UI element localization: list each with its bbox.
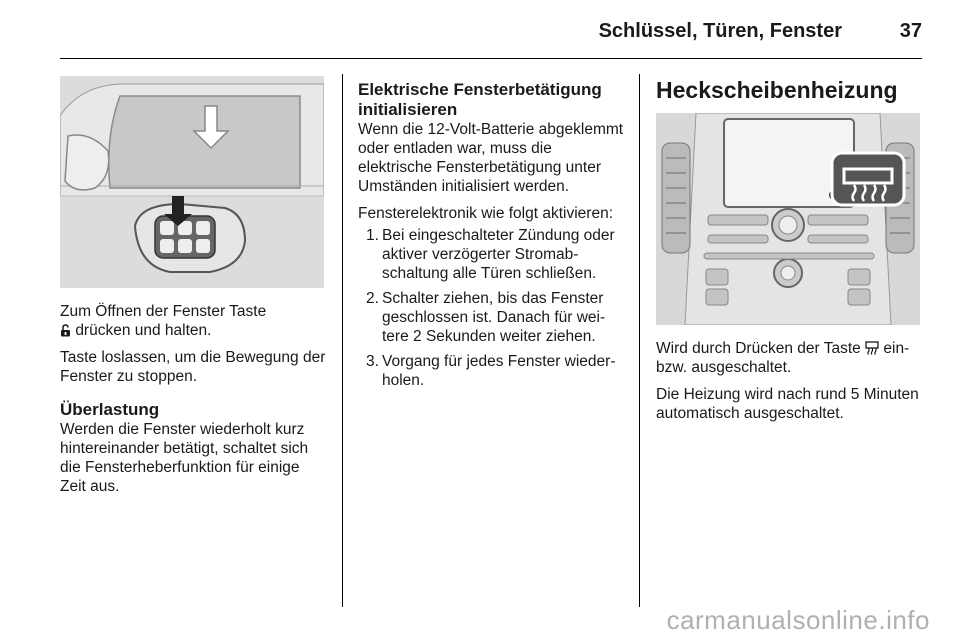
list-item: 2. Schalter ziehen, bis das Fenster geschlossen ist. Danach für weitere 2 Sekunden weiter ziehen. [366, 290, 606, 345]
column-divider [639, 74, 640, 607]
lock-open-icon [60, 324, 71, 337]
left-para-2: Taste loslassen, um die Bewegung der Fenster zu stoppen. [60, 349, 326, 385]
list-item: 1. Bei eingeschalteter Zündung oder aktiver verzögerter Stromabschaltung alle Türen schließen. [366, 227, 615, 282]
page-number: 37 [899, 20, 922, 42]
section-heading-init: Elektrische Fensterbetätigung initialisieren [358, 80, 602, 119]
watermark: carmanualsonline.info [666, 605, 930, 635]
right-para-2: Die Heizung wird nach rund 5 Minuten automatisch ausgeschaltet. [656, 386, 919, 422]
list-item: 3. Vorgang für jedes Fenster wiederholen. [366, 353, 616, 389]
rear-defrost-icon [865, 341, 879, 355]
dashboard-illustration [656, 113, 920, 325]
window-key-illustration [60, 76, 324, 288]
left-para-3: Werden die Fenster wiederholt kurz hintereinander betätigt, schaltet sich die Fensterheberfunktion für einige Zeit aus. [60, 421, 309, 495]
steps-list [358, 226, 626, 390]
right-column [656, 77, 922, 431]
middle-para-1: Wenn die 12-Volt-Batterie abgeklemmt oder entladen war, muss die elektrische Fensterbetätigung unter Umständen initialisiert werden. [358, 121, 624, 195]
section-heading-ueberlastung: Überlastung [60, 400, 160, 419]
column-divider [342, 74, 343, 607]
middle-para-2: Fensterelektronik wie folgt aktivieren: [358, 205, 614, 222]
header-rule [60, 58, 922, 59]
section-heading-heckscheibe: Heckscheibenheizung [656, 77, 898, 103]
middle-column [358, 80, 626, 396]
left-column [60, 76, 326, 504]
right-para-1: Wird durch Drücken der Taste ein- bzw. ausgeschaltet. [656, 340, 910, 376]
left-para-1: Zum Öffnen der Fenster Taste drücken und halten. [60, 303, 267, 339]
header-title: Schlüssel, Türen, Fenster [598, 20, 842, 42]
